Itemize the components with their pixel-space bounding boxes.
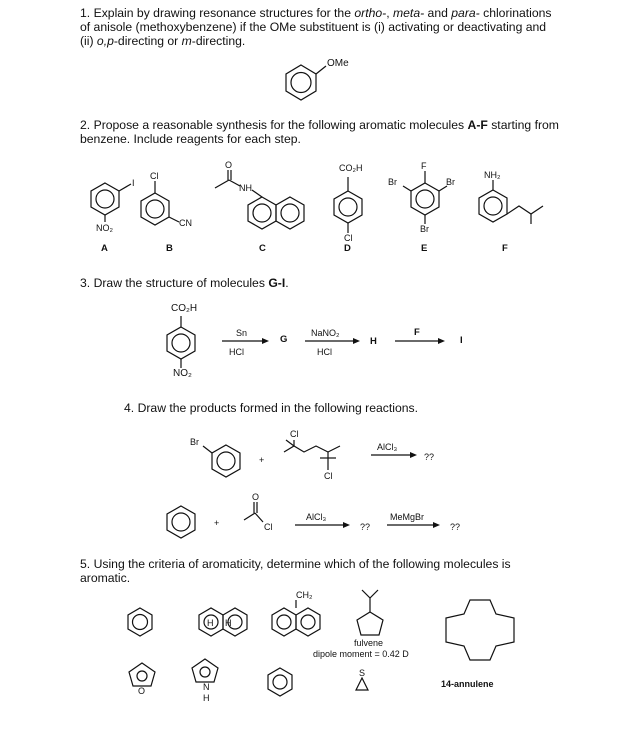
molecule-d [334,177,362,233]
molecule-f [479,180,543,224]
dichloroalkane-structure [284,440,340,470]
ome-label: OMe [327,58,349,69]
label-h: H [370,336,377,347]
anisole-structure [286,65,326,100]
14-annulene-structure [446,600,514,660]
molecule-e [403,171,447,224]
label-g: G [280,334,288,345]
biphenylene-structure [272,600,320,636]
pyrylium-structure [268,668,292,696]
molecule-c [215,170,304,229]
question-5: 5. Using the criteria of aromaticity, determine which of the following molecules is aromatic. [80,557,511,585]
bromobenzene-structure [203,445,240,477]
nitrobenzoic-acid-structure [167,316,195,368]
molecule-b [141,181,179,225]
benzene-anion-structure [128,608,152,636]
label-b: B [166,243,173,254]
annulene-label: 14-annulene [441,679,494,689]
acetyl-chloride-structure [244,502,263,522]
fulvene-structure [357,590,383,635]
fulvene-label: fulvene [354,638,384,648]
question-4: 4. Draw the products formed in the following reactions. [124,401,419,415]
thiirene-structure [356,678,368,690]
question-1: 1. Explain by drawing resonance structures for the ortho-, meta- and para- chlorinations of anisole (methoxybenzene) if the OMe substituent is (i) activating or deactivating and (ii) o,p-directing or m-directing. [80,6,552,48]
label-c: C [259,243,266,254]
label-d: D [344,243,351,254]
label-i: I [460,335,463,346]
q1-number: 1. [80,6,91,20]
pyrrole-structure [192,659,218,682]
q2-number: 2. [80,118,91,132]
question-3: 3. Draw the structure of molecules G-I. [80,276,289,290]
label-e: E [421,243,428,254]
label-f: F [502,243,508,254]
molecule-a [91,183,131,222]
label-a: A [101,243,108,254]
question-2: 2. Propose a reasonable synthesis for the following aromatic molecules A-F starting from benzene. Include reagents for each step. [80,118,559,146]
furan-structure [129,663,155,686]
dipole-label: dipole moment = 0.42 D [313,649,409,659]
benzene-structure [167,506,195,538]
